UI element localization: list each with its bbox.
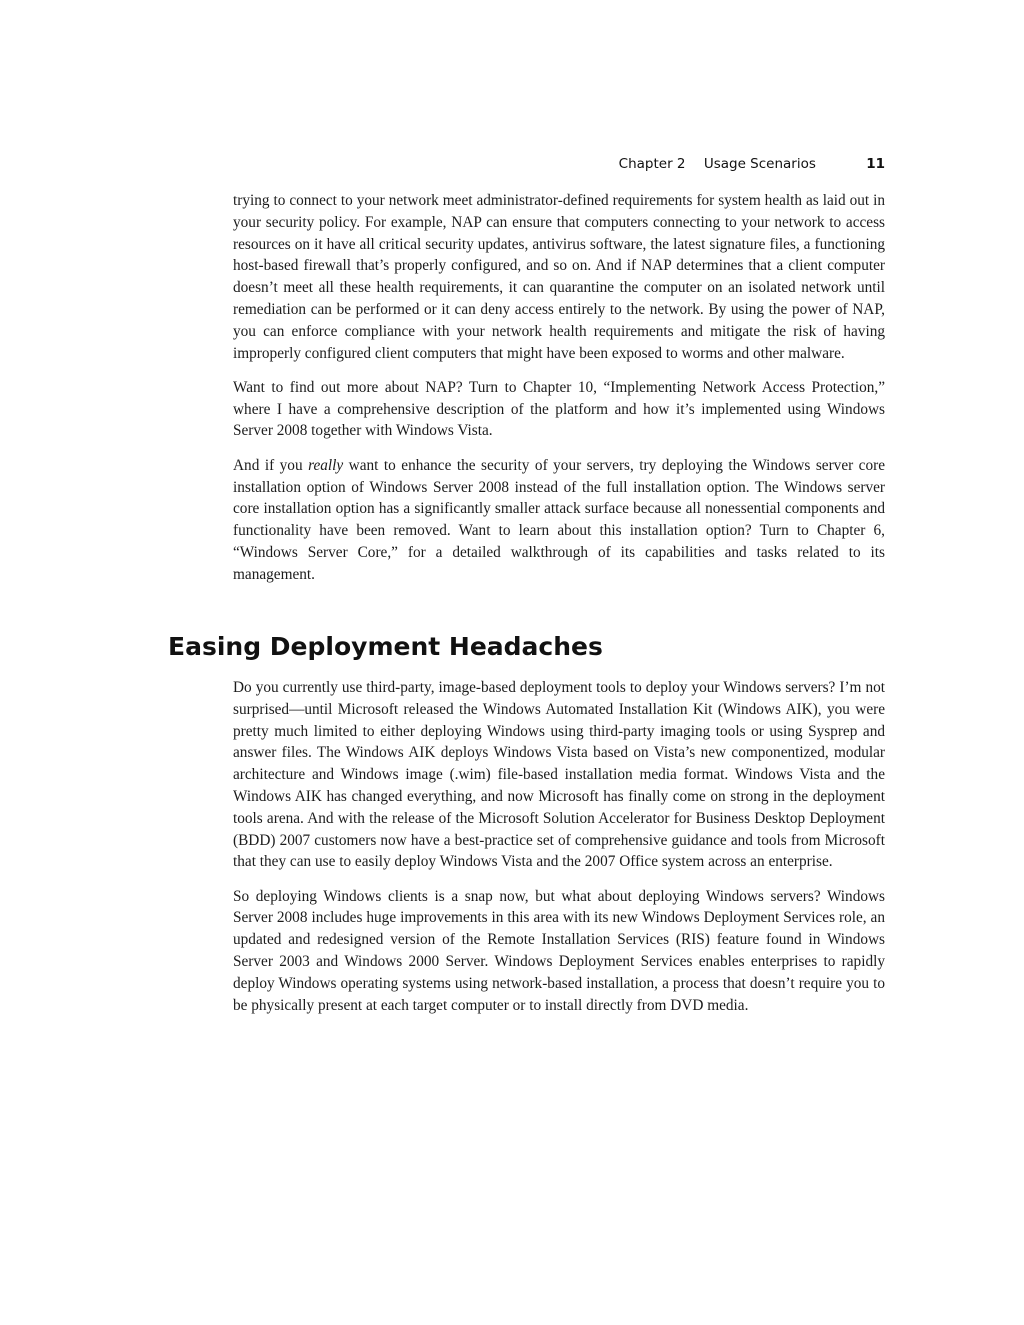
paragraph-deployment-services: So deploying Windows clients is a snap now, but what about deploying Windows servers? Windows Server 2008 includes huge improvements in this area with its new Windows Deployment Services role, an updated and redesigned version of the Remote Installation Services (RIS) feature found in Windows Server 2003 and Windows 2000 Server. Windows Deployment Services enables enterprises to rapidly deploy Windows operating systems using network-based installation, a process that doesn’t require you to be physically present at each target computer or to install directly from DVD media. (233, 887, 885, 1014)
paragraph-server-core (233, 455, 885, 586)
running-header (0, 156, 885, 172)
section-heading: Easing Deployment Headaches (168, 632, 603, 661)
body-text-section (233, 677, 885, 1029)
header-section-title: Usage Scenarios (703, 156, 816, 172)
paragraph-nap-chapter-ref: Want to find out more about NAP? Turn to Chapter 10, “Implementing Network Access Protection,” where I have a comprehensive description of the platform and how it’s implemented using Windows Server 2008 together with Windows Vista. (233, 378, 885, 440)
paragraph-nap-overview: trying to connect to your network meet administrator-defined requirements for system health as laid out in your security policy. For example, NAP can ensure that computers connecting to your network to access resources on it have all critical security updates, antivirus software, the latest signature files, a functioning host-based firewall that’s properly configured, and so on. And if NAP determines that a client computer doesn’t meet all these health requirements, it can quarantine the computer on an isolated network until remediation can be performed or it can deny access entirely to the network. By using the power of NAP, you can enforce compliance with your network health requirements and mitigate the risk of having improperly configured client computers that might have been exposed to worms and other malware. (233, 192, 885, 362)
page-number: 11 (866, 156, 885, 172)
header-chapter: Chapter 2 (618, 156, 686, 172)
paragraph-server-core-lead: And if you (233, 456, 309, 474)
emphasis-really: really (308, 456, 344, 474)
paragraph-server-core-rest: want to enhance the security of your servers, try deploying the Windows server core installation option of Windows Server 2008 instead of the full installation option. The Windows server core installation option has a significantly smaller attack surface because all nonessential components and functionality have been removed. Want to learn about this installation option? Turn to Chapter 6, “Windows Server Core,” for a detailed walkthrough of its capabilities and tasks related to its management. (233, 456, 885, 583)
paragraph-deployment-tools: Do you currently use third-party, image-based deployment tools to deploy your Windows servers? I’m not surprised—until Microsoft released the Windows Automated Installation Kit (Windows AIK), you were pretty much limited to either deploying Windows using third-party imaging tools or using Sysprep and answer files. The Windows AIK deploys Windows Vista based on Vista’s new componentized, modular architecture and Windows image (.wim) file-based installation media format. Windows Vista and the Windows AIK has changed everything, and now Microsoft has finally come on strong in the deployment tools arena. And with the release of the Microsoft Solution Accelerator for Business Desktop Deployment (BDD) 2007 customers now have a best-practice set of comprehensive guidance and tools from Microsoft that they can use to easily deploy Windows Vista and the 2007 Office system across an enterprise. (233, 679, 885, 871)
body-text-top (233, 190, 885, 598)
